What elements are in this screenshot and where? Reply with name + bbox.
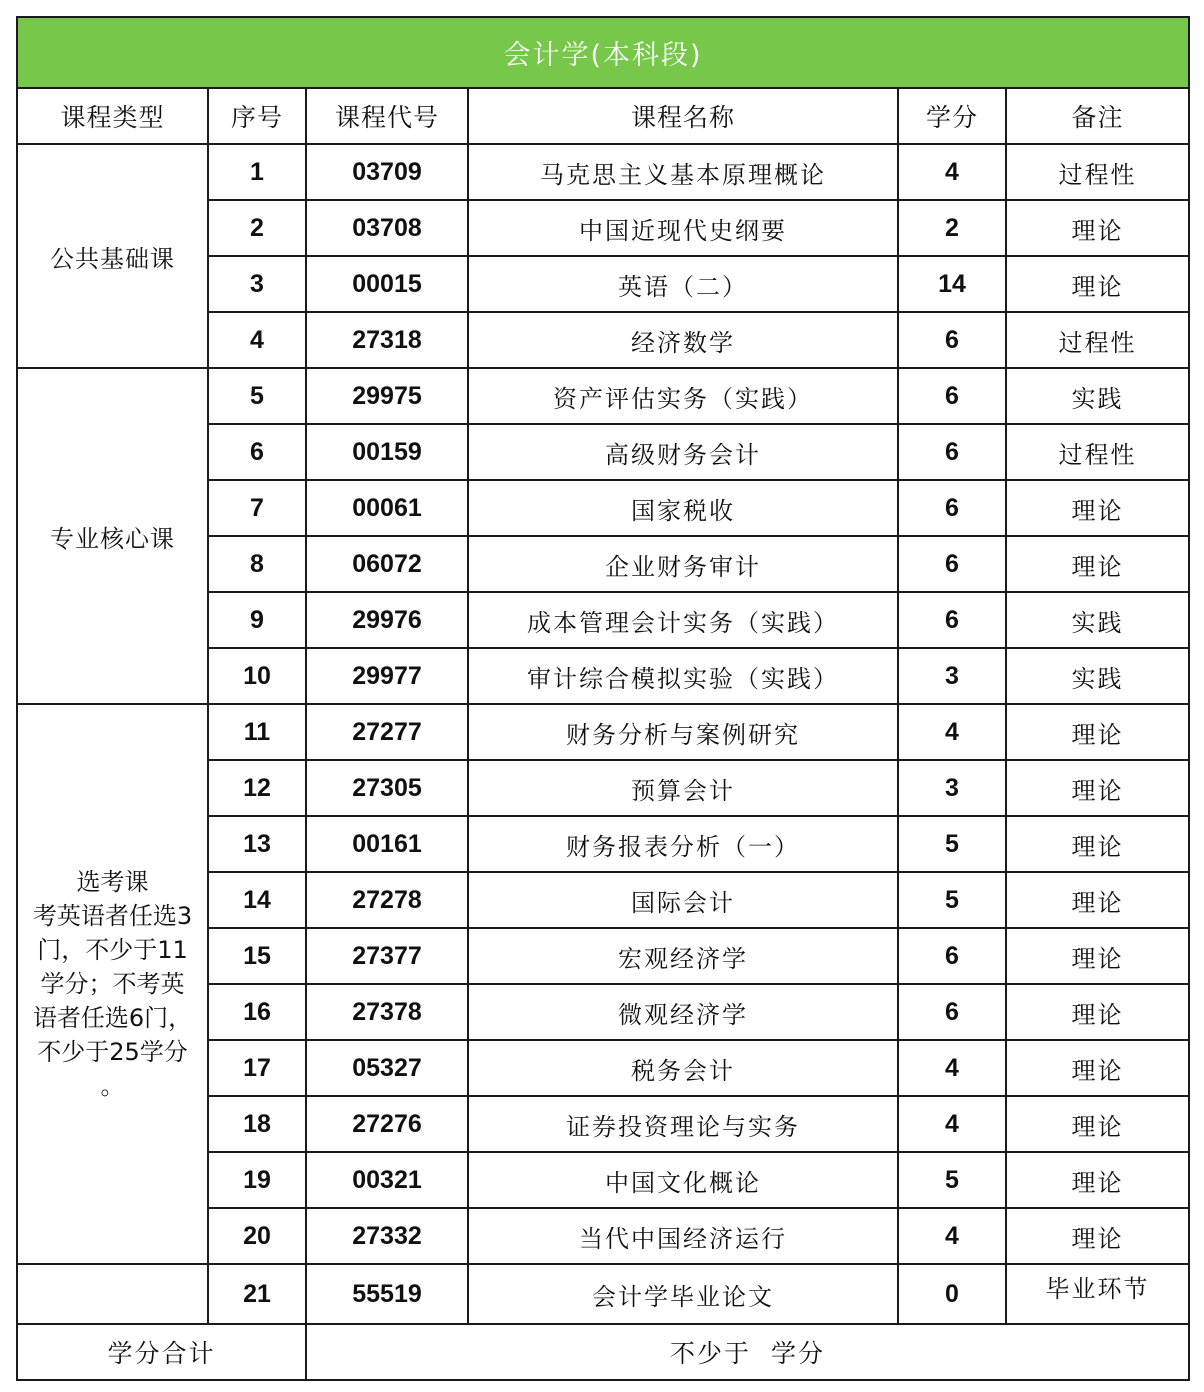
cell-credit: 5 [898,816,1006,872]
course-table [16,16,1190,1381]
cell-name: 会计学毕业论文 [468,1264,898,1324]
elective-note-line: 。 [100,1072,125,1100]
elective-note-line: 选考课 [76,868,149,896]
cell-seq: 11 [208,704,306,760]
cell-code: 03709 [306,144,468,200]
cell-credit: 6 [898,536,1006,592]
table-row [17,368,1189,424]
cell-name: 审计综合模拟实验（实践） [468,648,898,704]
total-row [17,1324,1189,1380]
cell-code: 29975 [306,368,468,424]
cell-remark: 理论 [1006,816,1189,872]
cell-name: 国家税收 [468,480,898,536]
cell-credit: 6 [898,424,1006,480]
cell-credit: 6 [898,592,1006,648]
cell-remark: 过程性 [1006,424,1189,480]
cell-name: 国际会计 [468,872,898,928]
cell-credit: 0 [898,1264,1006,1324]
cell-remark: 过程性 [1006,144,1189,200]
cell-credit: 6 [898,368,1006,424]
cell-credit: 3 [898,648,1006,704]
cell-credit: 5 [898,1152,1006,1208]
cell-remark: 理论 [1006,1152,1189,1208]
cell-remark: 理论 [1006,1208,1189,1264]
cell-code: 05327 [306,1040,468,1096]
cell-name: 财务报表分析（一） [468,816,898,872]
cell-code: 55519 [306,1264,468,1324]
group-public: 公共基础课 [17,144,208,368]
cell-code: 27318 [306,312,468,368]
group-elective [17,704,208,1264]
header-credit: 学分 [898,88,1006,144]
cell-credit: 4 [898,1096,1006,1152]
cell-code: 27277 [306,704,468,760]
cell-code: 27305 [306,760,468,816]
cell-seq: 3 [208,256,306,312]
table-title: 会计学(本科段) [17,17,1189,88]
table-row [17,704,1189,760]
cell-code: 00321 [306,1152,468,1208]
cell-code: 00161 [306,816,468,872]
cell-name: 经济数学 [468,312,898,368]
cell-code: 29976 [306,592,468,648]
cell-code: 27332 [306,1208,468,1264]
cell-name: 预算会计 [468,760,898,816]
cell-name: 中国文化概论 [468,1152,898,1208]
cell-name: 马克思主义基本原理概论 [468,144,898,200]
cell-name: 税务会计 [468,1040,898,1096]
cell-credit: 6 [898,928,1006,984]
cell-name: 财务分析与案例研究 [468,704,898,760]
cell-seq: 12 [208,760,306,816]
cell-name: 微观经济学 [468,984,898,1040]
cell-credit: 6 [898,480,1006,536]
cell-name: 中国近现代史纲要 [468,200,898,256]
header-course-type: 课程类型 [17,88,208,144]
cell-seq: 16 [208,984,306,1040]
cell-seq: 20 [208,1208,306,1264]
cell-code: 27276 [306,1096,468,1152]
cell-code: 27278 [306,872,468,928]
total-value: 不少于 学分 [306,1324,1189,1380]
cell-remark: 理论 [1006,704,1189,760]
cell-name: 高级财务会计 [468,424,898,480]
cell-remark: 理论 [1006,256,1189,312]
cell-code: 00015 [306,256,468,312]
cell-remark: 毕业环节 [1006,1264,1189,1324]
cell-code: 27378 [306,984,468,1040]
cell-code: 00061 [306,480,468,536]
cell-seq: 8 [208,536,306,592]
cell-seq: 5 [208,368,306,424]
header-remark: 备注 [1006,88,1189,144]
cell-name: 资产评估实务（实践） [468,368,898,424]
cell-seq: 7 [208,480,306,536]
cell-code: 00159 [306,424,468,480]
cell-credit: 14 [898,256,1006,312]
cell-seq: 19 [208,1152,306,1208]
cell-remark: 理论 [1006,984,1189,1040]
cell-seq: 10 [208,648,306,704]
cell-remark: 理论 [1006,928,1189,984]
cell-seq: 15 [208,928,306,984]
elective-note-line: 门，不少于11 [37,936,188,964]
cell-remark: 实践 [1006,368,1189,424]
cell-code: 29977 [306,648,468,704]
header-seq: 序号 [208,88,306,144]
cell-seq: 9 [208,592,306,648]
cell-seq: 21 [208,1264,306,1324]
cell-remark: 实践 [1006,648,1189,704]
cell-seq: 2 [208,200,306,256]
cell-seq: 13 [208,816,306,872]
cell-credit: 6 [898,984,1006,1040]
elective-note-line: 不少于25学分 [37,1038,188,1066]
cell-name: 当代中国经济运行 [468,1208,898,1264]
cell-credit: 5 [898,872,1006,928]
cell-remark: 过程性 [1006,312,1189,368]
cell-seq: 18 [208,1096,306,1152]
cell-credit: 6 [898,312,1006,368]
elective-note-line: 考英语者任选3 [32,902,193,930]
cell-name: 证券投资理论与实务 [468,1096,898,1152]
cell-credit: 2 [898,200,1006,256]
table-row [17,144,1189,200]
cell-code: 06072 [306,536,468,592]
cell-name: 企业财务审计 [468,536,898,592]
cell-code: 03708 [306,200,468,256]
cell-remark: 理论 [1006,760,1189,816]
elective-note-line: 学分；不考英 [40,970,185,998]
cell-credit: 4 [898,1040,1006,1096]
cell-credit: 4 [898,144,1006,200]
cell-credit: 3 [898,760,1006,816]
table-row [17,1264,1189,1324]
cell-remark: 理论 [1006,480,1189,536]
header-course-code: 课程代号 [306,88,468,144]
cell-seq: 17 [208,1040,306,1096]
cell-remark: 理论 [1006,1040,1189,1096]
cell-seq: 6 [208,424,306,480]
cell-name: 宏观经济学 [468,928,898,984]
cell-remark: 实践 [1006,592,1189,648]
cell-credit: 4 [898,1208,1006,1264]
cell-remark: 理论 [1006,200,1189,256]
cell-name: 英语（二） [468,256,898,312]
cell-seq: 4 [208,312,306,368]
cell-credit: 4 [898,704,1006,760]
cell-code: 27377 [306,928,468,984]
cell-name: 成本管理会计实务（实践） [468,592,898,648]
group-core: 专业核心课 [17,368,208,704]
total-label: 学分合计 [17,1324,306,1380]
cell-seq: 14 [208,872,306,928]
cell-seq: 1 [208,144,306,200]
cell-remark: 理论 [1006,1096,1189,1152]
group-empty [17,1264,208,1324]
cell-remark: 理论 [1006,536,1189,592]
cell-remark: 理论 [1006,872,1189,928]
header-course-name: 课程名称 [468,88,898,144]
elective-note-line: 语者任选6门， [32,1004,193,1032]
